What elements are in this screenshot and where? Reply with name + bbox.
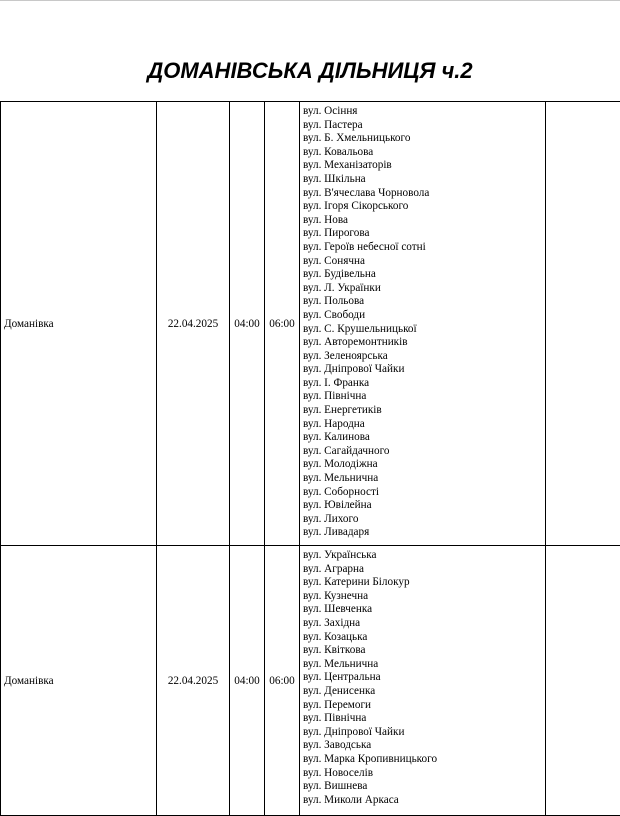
street-item: вул. Марка Кропивницького	[303, 753, 545, 767]
street-item: вул. І. Франка	[303, 377, 545, 391]
street-item: вул. Вишнева	[303, 780, 545, 794]
empty-cell	[546, 102, 620, 546]
street-item: вул. Лихого	[303, 513, 545, 527]
street-item: вул. Молодіжна	[303, 458, 545, 472]
street-item: вул. Мельнична	[303, 472, 545, 486]
street-item: вул. Нова	[303, 214, 545, 228]
street-item: вул. Б. Хмельницького	[303, 132, 545, 146]
street-item: вул. Дніпрової Чайки	[303, 363, 545, 377]
street-item: вул. Польова	[303, 295, 545, 309]
street-item: вул. Народна	[303, 418, 545, 432]
street-item: вул. В'ячеслава Чорновола	[303, 187, 545, 201]
village-cell: Доманівка	[1, 546, 157, 816]
street-item: вул. Північна	[303, 390, 545, 404]
street-item: вул. Шкільна	[303, 173, 545, 187]
street-item: вул. Мельнична	[303, 658, 545, 672]
date-cell: 22.04.2025	[157, 102, 230, 546]
street-item: вул. Квіткова	[303, 644, 545, 658]
street-item: вул. Осіння	[303, 105, 545, 119]
street-item: вул. Енергетиків	[303, 404, 545, 418]
street-item: вул. Центральна	[303, 671, 545, 685]
street-item: вул. Перемоги	[303, 699, 545, 713]
street-item: вул. Сонячна	[303, 255, 545, 269]
street-item: вул. С. Крушельницької	[303, 323, 545, 337]
street-item: вул. Українська	[303, 549, 545, 563]
start-time-cell: 04:00	[230, 102, 265, 546]
street-item: вул. Будівельна	[303, 268, 545, 282]
street-item: вул. Пирогова	[303, 227, 545, 241]
street-item: вул. Ігоря Сікорського	[303, 200, 545, 214]
street-item: вул. Північна	[303, 712, 545, 726]
end-time-cell: 06:00	[265, 546, 300, 816]
street-item: вул. Денисенка	[303, 685, 545, 699]
street-item: вул. Миколи Аркаса	[303, 794, 545, 808]
street-item: вул. Пастера	[303, 119, 545, 133]
street-item: вул. Західна	[303, 617, 545, 631]
street-item: вул. Новоселів	[303, 767, 545, 781]
street-item: вул. Авторемонтників	[303, 336, 545, 350]
street-item: вул. Сагайдачного	[303, 445, 545, 459]
outage-schedule-table	[0, 101, 620, 816]
table-row	[1, 102, 620, 546]
street-item: вул. Механізаторів	[303, 159, 545, 173]
street-item: вул. Дніпрової Чайки	[303, 726, 545, 740]
street-item: вул. Аграрна	[303, 563, 545, 577]
date-cell: 22.04.2025	[157, 546, 230, 816]
street-item: вул. Свободи	[303, 309, 545, 323]
table-row	[1, 546, 620, 816]
street-item: вул. Калинова	[303, 431, 545, 445]
street-item: вул. Соборності	[303, 486, 545, 500]
street-item: вул. Ковальова	[303, 146, 545, 160]
village-cell: Доманівка	[1, 102, 157, 546]
street-item: вул. Катерини Білокур	[303, 576, 545, 590]
top-border	[0, 0, 620, 1]
street-item: вул. Зеленоярська	[303, 350, 545, 364]
streets-cell	[300, 102, 546, 546]
empty-cell	[546, 546, 620, 816]
document-title: ДОМАНІВСЬКА ДІЛЬНИЦЯ ч.2	[0, 56, 620, 86]
street-item: вул. Л. Українки	[303, 282, 545, 296]
end-time-cell: 06:00	[265, 102, 300, 546]
street-item: вул. Заводська	[303, 739, 545, 753]
street-item: вул. Кузнечна	[303, 590, 545, 604]
street-item: вул. Козацька	[303, 631, 545, 645]
streets-cell	[300, 546, 546, 816]
start-time-cell: 04:00	[230, 546, 265, 816]
street-item: вул. Шевченка	[303, 603, 545, 617]
street-item: вул. Ливадаря	[303, 526, 545, 540]
street-item: вул. Героїв небесної сотні	[303, 241, 545, 255]
street-item: вул. Ювілейна	[303, 499, 545, 513]
